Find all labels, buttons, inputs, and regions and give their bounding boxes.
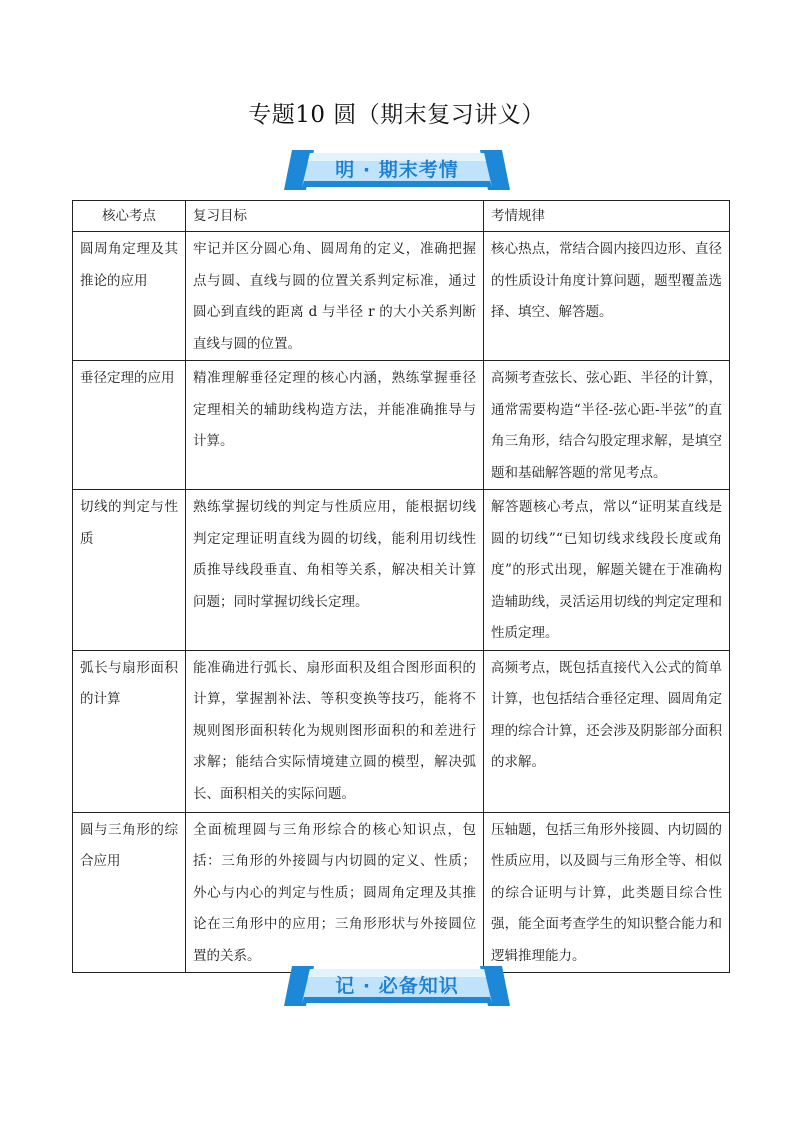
topic-cell: 弧长与扇形面积的计算 <box>73 650 186 812</box>
table-row <box>73 812 730 973</box>
header-cell: 复习目标 <box>186 201 484 232</box>
topic-cell: 切线的判定与性质 <box>73 490 186 651</box>
table-row <box>73 650 730 812</box>
header-cell: 核心考点 <box>73 201 186 232</box>
goal-cell: 全面梳理圆与三角形综合的核心知识点，包括：三角形的外接圆与内切圆的定义、性质；外心与内心的判定与性质；圆周角定理及其推论在三角形中的应用；三角形形状与外接圆位置的关系。 <box>186 812 484 973</box>
section-banner-knowledge <box>0 964 793 1008</box>
page-title: 专题10 圆（期末复习讲义） <box>248 102 545 128</box>
pattern-cell: 高频考点，既包括直接代入公式的简单计算，也包括结合垂径定理、圆周角定理的综合计算，还会涉及阴影部分面积的求解。 <box>484 650 730 812</box>
table-row <box>73 361 730 490</box>
table-header-row <box>73 201 730 232</box>
pattern-cell: 解答题核心考点，常以“证明某直线是圆的切线”“已知切线求线段长度或角度”的形式出现，解题关键在于准确构造辅助线，灵活运用切线的判定定理和性质定理。 <box>484 490 730 651</box>
goal-cell: 精准理解垂径定理的核心内涵，熟练掌握垂径定理相关的辅助线构造方法，并能准确推导与计算。 <box>186 361 484 490</box>
pattern-cell: 高频考查弦长、弦心距、半径的计算，通常需要构造“半径-弦心距-半弦”的直角三角形，结合勾股定理求解，是填空题和基础解答题的常见考点。 <box>484 361 730 490</box>
pattern-cell: 压轴题，包括三角形外接圆、内切圆的性质应用，以及圆与三角形全等、相似的综合证明与计算，此类题目综合性强，能全面考查学生的知识整合能力和逻辑推理能力。 <box>484 812 730 973</box>
goal-cell: 牢记并区分圆心角、圆周角的定义，准确把握点与圆、直线与圆的位置关系判定标准，通过圆心到直线的距离 d 与半径 r 的大小关系判断直线与圆的位置。 <box>186 232 484 361</box>
section-banner-exam <box>0 148 793 192</box>
header-cell: 考情规律 <box>484 201 730 232</box>
topic-cell: 圆与三角形的综合应用 <box>73 812 186 973</box>
topic-cell: 圆周角定理及其推论的应用 <box>73 232 186 361</box>
topic-cell: 垂径定理的应用 <box>73 361 186 490</box>
table-row <box>73 490 730 651</box>
table-row <box>73 232 730 361</box>
goal-cell: 能准确进行弧长、扇形面积及组合图形面积的计算，掌握割补法、等积变换等技巧，能将不规则图形面积转化为规则图形面积的和差进行求解；能结合实际情境建立圆的模型，解决弧长、面积相关的实际问题。 <box>186 650 484 812</box>
exam-overview-table <box>72 200 730 973</box>
banner-title: 明 · 期末考情 <box>335 159 459 181</box>
goal-cell: 熟练掌握切线的判定与性质应用，能根据切线判定定理证明直线为圆的切线，能利用切线性质推导线段垂直、角相等关系，解决相关计算问题；同时掌握切线长定理。 <box>186 490 484 651</box>
pattern-cell: 核心热点，常结合圆内接四边形、直径的性质设计角度计算问题，题型覆盖选择、填空、解答题。 <box>484 232 730 361</box>
banner-title: 记 · 必备知识 <box>335 975 459 997</box>
